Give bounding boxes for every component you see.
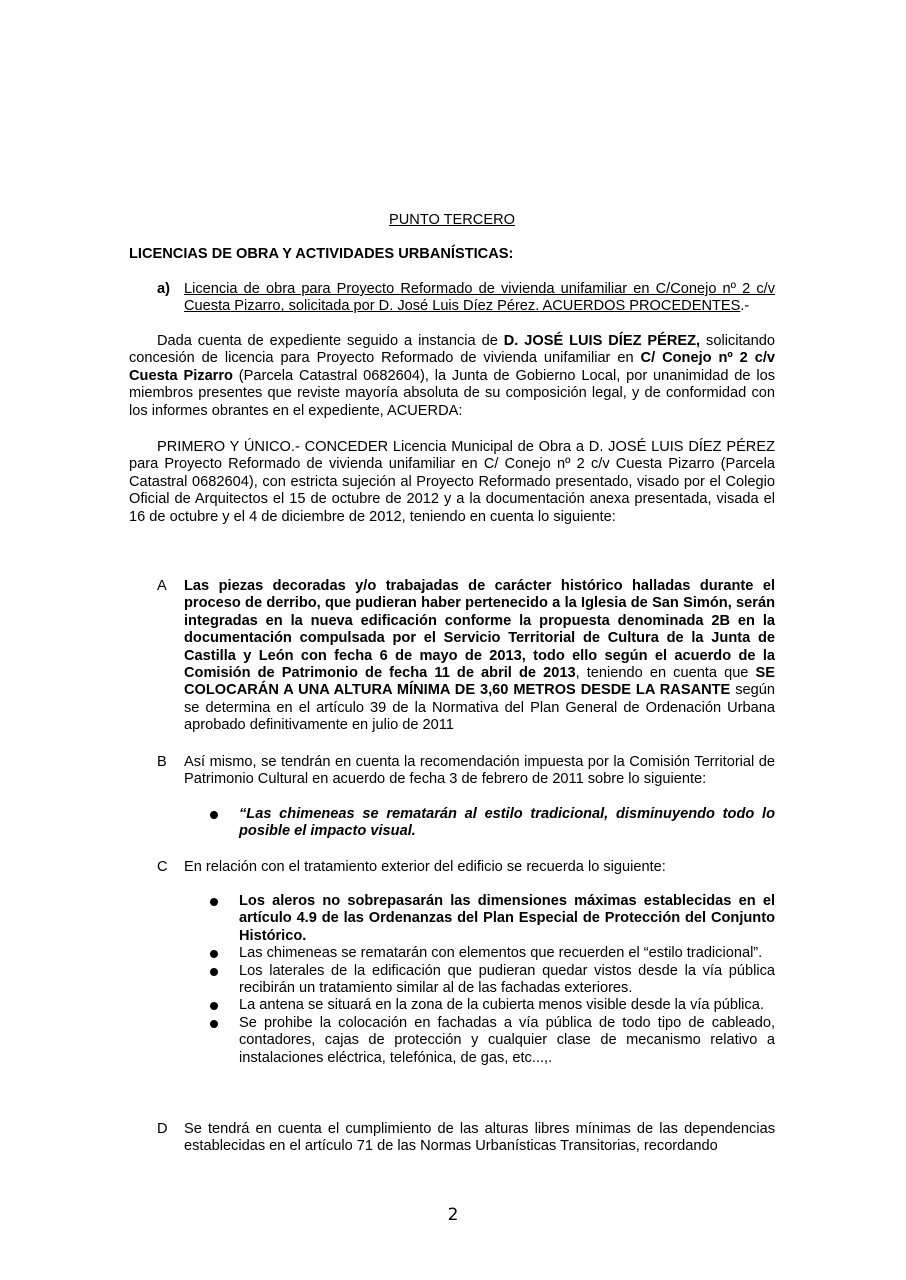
item-a-label: a) xyxy=(157,281,170,297)
bullet-dot xyxy=(210,1020,218,1028)
paragraph-primero: PRIMERO Y ÚNICO.- CONCEDER Licencia Municipal de Obra a D. JOSÉ LUIS DÍEZ PÉREZ para Proyecto Reformado de vivienda unifamiliar en C/ Conejo nº 2 c/v Cuesta Pizarro (Parcela Catastral 0682604), con estricta sujeción al Proyecto Reformado presentado, visado por el Colegio Oficial de Arquitectos el 15 de octubre de 2012 y a la documentación anexa presentada, visada el 16 de octubre y el 4 de diciembre de 2012, teniendo en cuenta lo siguiente: xyxy=(129,439,775,525)
condition-c-bullet-3-text: Los laterales de la edificación que pudieran quedar vistos desde la vía pública recibirán un tratamiento similar al de las fachadas exteriores. xyxy=(239,962,775,997)
condition-d xyxy=(129,1121,775,1156)
item-a-text: Licencia de obra para Proyecto Reformado de vivienda unifamiliar en C/Conejo nº 2 c/v Cuesta Pizarro, solicitada por D. José Luis Díez Pérez. ACUERDOS PROCEDENTES xyxy=(184,281,775,315)
condition-b-bullet-text: “Las chimeneas se rematarán al estilo tradicional, disminuyendo todo lo posible el impacto visual. xyxy=(239,806,775,840)
condition-c-bullet-3 xyxy=(239,963,775,998)
condition-a-body xyxy=(184,578,775,735)
para1-text-1: Dada cuenta de expediente seguido a instancia de xyxy=(157,333,504,349)
item-a-suffix: .- xyxy=(740,298,750,315)
condition-b-list xyxy=(129,806,775,841)
condition-a xyxy=(129,578,775,735)
condition-c-bullet-2-text: Las chimeneas se rematarán con elementos que recuerden el “estilo tradicional”. xyxy=(239,945,763,962)
condition-c xyxy=(129,859,775,876)
bullet-dot xyxy=(210,950,218,958)
paragraph-dada-cuenta xyxy=(129,333,775,420)
para1-bold-2: C/ Conejo nº 2 c/v Cuesta Pizarro xyxy=(129,350,776,384)
condition-c-bullet-2 xyxy=(239,945,775,962)
para1-text-3: (Parcela Catastral 0682604), la Junta de Gobierno Local, por unanimidad de los miembros presentes que reviste mayoría absoluta de su composición legal, y de conformidad con los informes obrantes en el expediente, ACUERDA: xyxy=(129,367,775,419)
section-title: PUNTO TERCERO xyxy=(389,212,515,228)
condition-a-bold-2: SE COLOCARÁN A UNA ALTURA MÍNIMA DE 3,60 METROS DESDE LA RASANTE xyxy=(184,665,775,699)
bullet-dot xyxy=(210,1002,218,1010)
bullet-dot xyxy=(210,968,218,976)
condition-b-letter: B xyxy=(157,754,167,770)
condition-c-bullet-5 xyxy=(239,1015,775,1067)
item-a-text-block xyxy=(184,281,775,316)
condition-d-letter: D xyxy=(157,1121,168,1137)
item-a xyxy=(129,281,775,316)
bullet-dot xyxy=(210,811,218,819)
para1-bold-1: D. JOSÉ LUIS DÍEZ PÉREZ, xyxy=(503,333,701,349)
condition-c-bullet-5-text: Se prohibe la colocación en fachadas a vía pública de todo tipo de cableado, contadores, cajas de protección y cualquier clase de mecanismo relativo a instalaciones eléctrica, telefónica, de gas, etc...,. xyxy=(239,1014,775,1066)
condition-b-bullet xyxy=(239,806,775,841)
condition-c-body: En relación con el tratamiento exterior del edificio se recuerda lo siguiente: xyxy=(184,859,666,875)
condition-a-text-2: según se determina en el artículo 39 de la Normativa del Plan General de Ordenación Urbana aprobado definitivamente en julio de 2011 xyxy=(184,682,775,734)
condition-a-text-1: , teniendo en cuenta que xyxy=(575,665,756,682)
condition-b-body: Así mismo, se tendrán en cuenta la recomendación impuesta por la Comisión Territorial de Patrimonio Cultural en acuerdo de fecha 3 de febrero de 2011 sobre lo siguiente: xyxy=(184,754,775,788)
condition-c-bullet-1-text: Los aleros no sobrepasarán las dimensiones máximas establecidas en el artículo 4.9 de las Ordenanzas del Plan Especial de Protección del Conjunto Histórico. xyxy=(239,893,775,944)
section-heading: LICENCIAS DE OBRA Y ACTIVIDADES URBANÍSTICAS: xyxy=(129,246,514,262)
page-number: 2 xyxy=(447,1205,459,1225)
condition-c-bullet-1 xyxy=(239,893,775,945)
bullet-dot xyxy=(210,898,218,906)
condition-d-body: Se tendrá en cuenta el cumplimiento de las alturas libres mínimas de las dependencias establecidas en el artículo 71 de las Normas Urbanísticas Transitorias, recordando xyxy=(184,1121,775,1155)
condition-c-bullet-4 xyxy=(239,997,775,1014)
condition-b xyxy=(129,754,775,789)
condition-c-list xyxy=(129,893,775,1067)
condition-c-bullet-4-text: La antena se situará en la zona de la cubierta menos visible desde la vía pública. xyxy=(239,997,764,1014)
condition-c-letter: C xyxy=(157,859,168,875)
para1-text-2: solicitando concesión de licencia para Proyecto Reformado de vivienda unifamiliar en xyxy=(129,333,775,367)
condition-a-letter: A xyxy=(157,578,167,594)
condition-a-bold-1: Las piezas decoradas y/o trabajadas de carácter histórico halladas durante el proceso de derribo, que pudieran haber pertenecido a la Iglesia de San Simón, serán integradas en la nueva edificación conforme la propuesta denominada 2B en la documentación compulsada por el Servicio Territorial de Cultura de la Junta de Castilla y León con fecha 6 de mayo de 2013, todo ello según el acuerdo de la Comisión de Patrimonio de fecha 11 de abril de 2013 xyxy=(184,578,775,682)
